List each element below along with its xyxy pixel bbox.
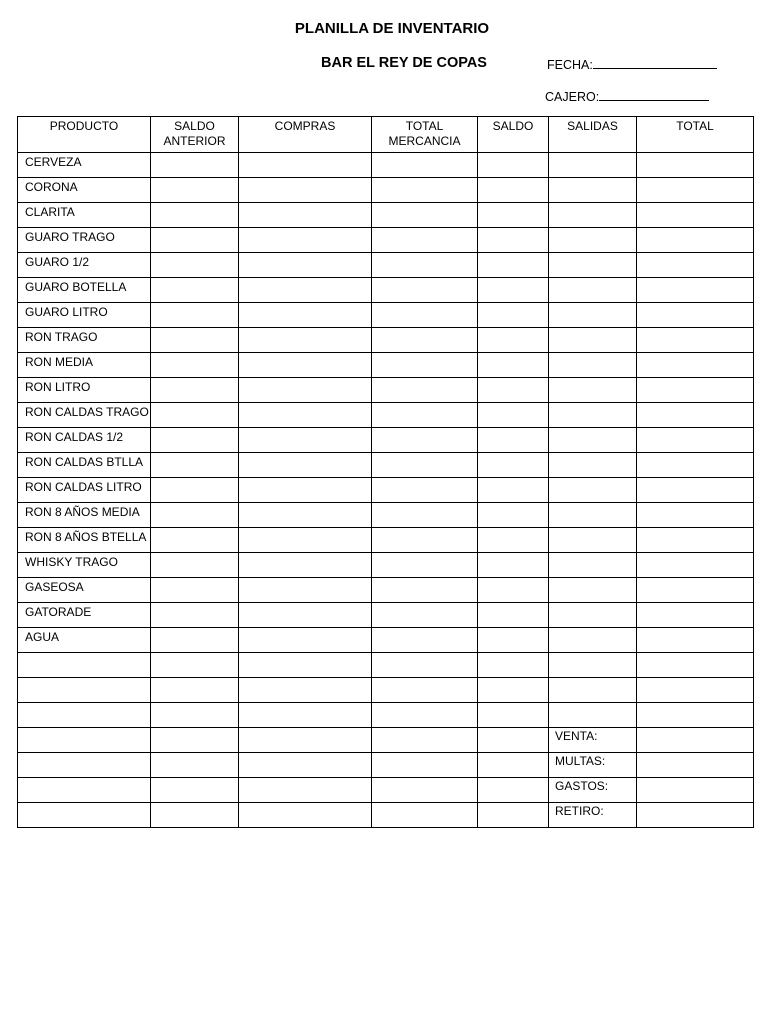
date-blank-line[interactable] <box>593 57 717 69</box>
entry-cell[interactable] <box>478 228 549 253</box>
entry-cell[interactable] <box>549 578 637 603</box>
entry-cell[interactable] <box>239 578 372 603</box>
entry-cell[interactable] <box>151 803 239 828</box>
summary-label-cell: GASTOS: <box>549 778 637 803</box>
table-row <box>18 378 754 403</box>
product-cell: RON 8 AÑOS MEDIA <box>18 503 151 528</box>
date-field[interactable] <box>547 57 717 72</box>
entry-cell[interactable] <box>478 778 549 803</box>
product-cell: GATORADE <box>18 603 151 628</box>
entry-cell[interactable] <box>239 703 372 728</box>
entry-cell[interactable] <box>239 278 372 303</box>
entry-cell[interactable] <box>239 228 372 253</box>
entry-cell[interactable] <box>478 603 549 628</box>
entry-cell[interactable] <box>151 303 239 328</box>
entry-cell[interactable] <box>372 153 478 178</box>
col-header-total: TOTAL <box>637 117 754 153</box>
entry-cell[interactable] <box>549 628 637 653</box>
entry-cell[interactable] <box>637 553 754 578</box>
entry-cell[interactable] <box>239 753 372 778</box>
entry-cell[interactable] <box>372 753 478 778</box>
entry-cell[interactable] <box>239 528 372 553</box>
col-header-saldo: SALDO <box>478 117 549 153</box>
entry-cell[interactable] <box>637 153 754 178</box>
entry-cell[interactable] <box>478 303 549 328</box>
table-row <box>18 228 754 253</box>
entry-cell[interactable] <box>151 478 239 503</box>
entry-cell[interactable] <box>637 328 754 353</box>
entry-cell[interactable] <box>549 278 637 303</box>
product-cell: RON CALDAS BTLLA <box>18 453 151 478</box>
entry-cell[interactable] <box>478 178 549 203</box>
product-cell: RON LITRO <box>18 378 151 403</box>
table-row <box>18 153 754 178</box>
entry-cell[interactable] <box>239 153 372 178</box>
entry-cell[interactable] <box>151 378 239 403</box>
entry-cell[interactable] <box>478 203 549 228</box>
entry-cell[interactable] <box>239 603 372 628</box>
product-cell: RON MEDIA <box>18 353 151 378</box>
entry-cell[interactable] <box>372 353 478 378</box>
entry-cell[interactable] <box>239 328 372 353</box>
entry-cell[interactable] <box>151 178 239 203</box>
entry-cell[interactable] <box>637 253 754 278</box>
entry-cell[interactable] <box>239 253 372 278</box>
entry-cell[interactable] <box>637 678 754 703</box>
entry-cell[interactable] <box>372 303 478 328</box>
product-cell: GUARO LITRO <box>18 303 151 328</box>
table-header-row <box>18 117 754 153</box>
entry-cell[interactable] <box>549 528 637 553</box>
entry-cell[interactable] <box>372 803 478 828</box>
entry-cell[interactable] <box>151 153 239 178</box>
table-row <box>18 628 754 653</box>
entry-cell[interactable] <box>478 403 549 428</box>
table-row <box>18 478 754 503</box>
table-row <box>18 728 754 753</box>
entry-cell[interactable] <box>478 253 549 278</box>
entry-cell[interactable] <box>478 653 549 678</box>
entry-cell[interactable] <box>151 628 239 653</box>
entry-cell[interactable] <box>239 428 372 453</box>
product-cell: CLARITA <box>18 203 151 228</box>
summary-label-cell: VENTA: <box>549 728 637 753</box>
entry-cell[interactable] <box>372 653 478 678</box>
entry-cell[interactable] <box>239 553 372 578</box>
entry-cell[interactable] <box>637 628 754 653</box>
entry-cell[interactable] <box>239 478 372 503</box>
table-row <box>18 253 754 278</box>
entry-cell[interactable] <box>151 453 239 478</box>
entry-cell[interactable] <box>637 778 754 803</box>
entry-cell[interactable] <box>478 578 549 603</box>
entry-cell[interactable] <box>151 753 239 778</box>
table-row <box>18 603 754 628</box>
entry-cell[interactable] <box>239 803 372 828</box>
entry-cell[interactable] <box>549 303 637 328</box>
table-row <box>18 353 754 378</box>
table-row <box>18 803 754 828</box>
entry-cell[interactable] <box>549 378 637 403</box>
entry-cell[interactable] <box>372 603 478 628</box>
entry-cell[interactable] <box>637 378 754 403</box>
table-row <box>18 178 754 203</box>
entry-cell[interactable] <box>151 328 239 353</box>
product-cell: GASEOSA <box>18 578 151 603</box>
entry-cell[interactable] <box>549 403 637 428</box>
date-label: FECHA: <box>547 58 593 72</box>
col-header-producto: PRODUCTO <box>18 117 151 153</box>
entry-cell[interactable] <box>549 653 637 678</box>
product-cell[interactable] <box>18 753 151 778</box>
entry-cell[interactable] <box>478 503 549 528</box>
product-cell: AGUA <box>18 628 151 653</box>
cashier-blank-line[interactable] <box>599 89 709 101</box>
product-cell: WHISKY TRAGO <box>18 553 151 578</box>
entry-cell[interactable] <box>478 803 549 828</box>
table-row <box>18 778 754 803</box>
entry-cell[interactable] <box>549 228 637 253</box>
entry-cell[interactable] <box>549 203 637 228</box>
table-row <box>18 528 754 553</box>
entry-cell[interactable] <box>372 503 478 528</box>
entry-cell[interactable] <box>151 578 239 603</box>
entry-cell[interactable] <box>478 428 549 453</box>
entry-cell[interactable] <box>151 728 239 753</box>
entry-cell[interactable] <box>239 403 372 428</box>
table-row <box>18 428 754 453</box>
entry-cell[interactable] <box>637 753 754 778</box>
entry-cell[interactable] <box>478 703 549 728</box>
product-cell: RON 8 AÑOS BTELLA <box>18 528 151 553</box>
entry-cell[interactable] <box>151 603 239 628</box>
product-cell: RON CALDAS TRAGO <box>18 403 151 428</box>
entry-cell[interactable] <box>637 453 754 478</box>
entry-cell[interactable] <box>637 403 754 428</box>
inventory-table <box>17 116 754 828</box>
table-row <box>18 503 754 528</box>
entry-cell[interactable] <box>151 353 239 378</box>
entry-cell[interactable] <box>151 528 239 553</box>
entry-cell[interactable] <box>478 728 549 753</box>
entry-cell[interactable] <box>372 378 478 403</box>
entry-cell[interactable] <box>549 253 637 278</box>
col-header-saldo-anterior: SALDO ANTERIOR <box>151 117 239 153</box>
table-row <box>18 453 754 478</box>
entry-cell[interactable] <box>372 403 478 428</box>
page-title: PLANILLA DE INVENTARIO <box>294 20 490 37</box>
entry-cell[interactable] <box>372 203 478 228</box>
entry-cell[interactable] <box>637 603 754 628</box>
product-cell: CORONA <box>18 178 151 203</box>
entry-cell[interactable] <box>637 303 754 328</box>
entry-cell[interactable] <box>478 278 549 303</box>
entry-cell[interactable] <box>637 353 754 378</box>
product-cell: RON TRAGO <box>18 328 151 353</box>
entry-cell[interactable] <box>549 353 637 378</box>
entry-cell[interactable] <box>372 453 478 478</box>
entry-cell[interactable] <box>372 228 478 253</box>
entry-cell[interactable] <box>151 553 239 578</box>
entry-cell[interactable] <box>549 553 637 578</box>
entry-cell[interactable] <box>549 178 637 203</box>
product-cell[interactable] <box>18 703 151 728</box>
entry-cell[interactable] <box>372 253 478 278</box>
summary-label-cell: RETIRO: <box>549 803 637 828</box>
entry-cell[interactable] <box>372 628 478 653</box>
entry-cell[interactable] <box>478 328 549 353</box>
product-cell: RON CALDAS 1/2 <box>18 428 151 453</box>
entry-cell[interactable] <box>239 353 372 378</box>
entry-cell[interactable] <box>372 778 478 803</box>
summary-label-cell: MULTAS: <box>549 753 637 778</box>
table-row <box>18 303 754 328</box>
entry-cell[interactable] <box>151 203 239 228</box>
entry-cell[interactable] <box>478 453 549 478</box>
product-cell[interactable] <box>18 728 151 753</box>
entry-cell[interactable] <box>637 503 754 528</box>
table-row <box>18 578 754 603</box>
product-cell: RON CALDAS LITRO <box>18 478 151 503</box>
entry-cell[interactable] <box>549 153 637 178</box>
table-row <box>18 203 754 228</box>
entry-cell[interactable] <box>239 303 372 328</box>
entry-cell[interactable] <box>478 678 549 703</box>
entry-cell[interactable] <box>478 628 549 653</box>
entry-cell[interactable] <box>151 778 239 803</box>
bar-name: BAR EL REY DE COPAS <box>321 55 487 71</box>
entry-cell[interactable] <box>372 328 478 353</box>
entry-cell[interactable] <box>637 178 754 203</box>
entry-cell[interactable] <box>239 653 372 678</box>
table-row <box>18 678 754 703</box>
entry-cell[interactable] <box>637 728 754 753</box>
entry-cell[interactable] <box>239 778 372 803</box>
product-cell: GUARO TRAGO <box>18 228 151 253</box>
entry-cell[interactable] <box>151 253 239 278</box>
col-header-salidas: SALIDAS <box>549 117 637 153</box>
entry-cell[interactable] <box>549 703 637 728</box>
entry-cell[interactable] <box>478 553 549 578</box>
entry-cell[interactable] <box>239 503 372 528</box>
entry-cell[interactable] <box>239 378 372 403</box>
entry-cell[interactable] <box>637 278 754 303</box>
entry-cell[interactable] <box>549 328 637 353</box>
entry-cell[interactable] <box>372 178 478 203</box>
entry-cell[interactable] <box>478 353 549 378</box>
cashier-label: CAJERO: <box>545 90 600 104</box>
entry-cell[interactable] <box>151 678 239 703</box>
table-row <box>18 403 754 428</box>
entry-cell[interactable] <box>372 678 478 703</box>
entry-cell[interactable] <box>478 753 549 778</box>
entry-cell[interactable] <box>549 678 637 703</box>
entry-cell[interactable] <box>372 703 478 728</box>
entry-cell[interactable] <box>239 453 372 478</box>
col-header-total-mercancia: TOTAL MERCANCIA <box>372 117 478 153</box>
entry-cell[interactable] <box>549 428 637 453</box>
col-header-compras: COMPRAS <box>239 117 372 153</box>
entry-cell[interactable] <box>151 503 239 528</box>
entry-cell[interactable] <box>478 478 549 503</box>
entry-cell[interactable] <box>637 478 754 503</box>
entry-cell[interactable] <box>372 728 478 753</box>
product-cell[interactable] <box>18 653 151 678</box>
entry-cell[interactable] <box>372 428 478 453</box>
entry-cell[interactable] <box>549 503 637 528</box>
product-cell[interactable] <box>18 803 151 828</box>
entry-cell[interactable] <box>151 428 239 453</box>
entry-cell[interactable] <box>637 803 754 828</box>
entry-cell[interactable] <box>637 578 754 603</box>
entry-cell[interactable] <box>549 603 637 628</box>
table-row <box>18 703 754 728</box>
entry-cell[interactable] <box>239 678 372 703</box>
entry-cell[interactable] <box>637 703 754 728</box>
entry-cell[interactable] <box>637 203 754 228</box>
entry-cell[interactable] <box>239 728 372 753</box>
product-cell: CERVEZA <box>18 153 151 178</box>
table-row <box>18 278 754 303</box>
entry-cell[interactable] <box>372 553 478 578</box>
entry-cell[interactable] <box>239 178 372 203</box>
product-cell: GUARO BOTELLA <box>18 278 151 303</box>
entry-cell[interactable] <box>549 478 637 503</box>
entry-cell[interactable] <box>239 203 372 228</box>
table-row <box>18 553 754 578</box>
entry-cell[interactable] <box>151 403 239 428</box>
entry-cell[interactable] <box>372 528 478 553</box>
table-row <box>18 328 754 353</box>
entry-cell[interactable] <box>151 228 239 253</box>
entry-cell[interactable] <box>637 528 754 553</box>
table-row <box>18 753 754 778</box>
entry-cell[interactable] <box>637 428 754 453</box>
product-cell: GUARO 1/2 <box>18 253 151 278</box>
entry-cell[interactable] <box>549 453 637 478</box>
entry-cell[interactable] <box>478 528 549 553</box>
entry-cell[interactable] <box>372 578 478 603</box>
product-cell[interactable] <box>18 778 151 803</box>
entry-cell[interactable] <box>478 378 549 403</box>
table-row <box>18 653 754 678</box>
cashier-field[interactable] <box>545 89 709 104</box>
entry-cell[interactable] <box>151 653 239 678</box>
entry-cell[interactable] <box>478 153 549 178</box>
entry-cell[interactable] <box>637 228 754 253</box>
entry-cell[interactable] <box>637 653 754 678</box>
entry-cell[interactable] <box>372 478 478 503</box>
entry-cell[interactable] <box>372 278 478 303</box>
product-cell[interactable] <box>18 678 151 703</box>
entry-cell[interactable] <box>239 628 372 653</box>
entry-cell[interactable] <box>151 278 239 303</box>
entry-cell[interactable] <box>151 703 239 728</box>
